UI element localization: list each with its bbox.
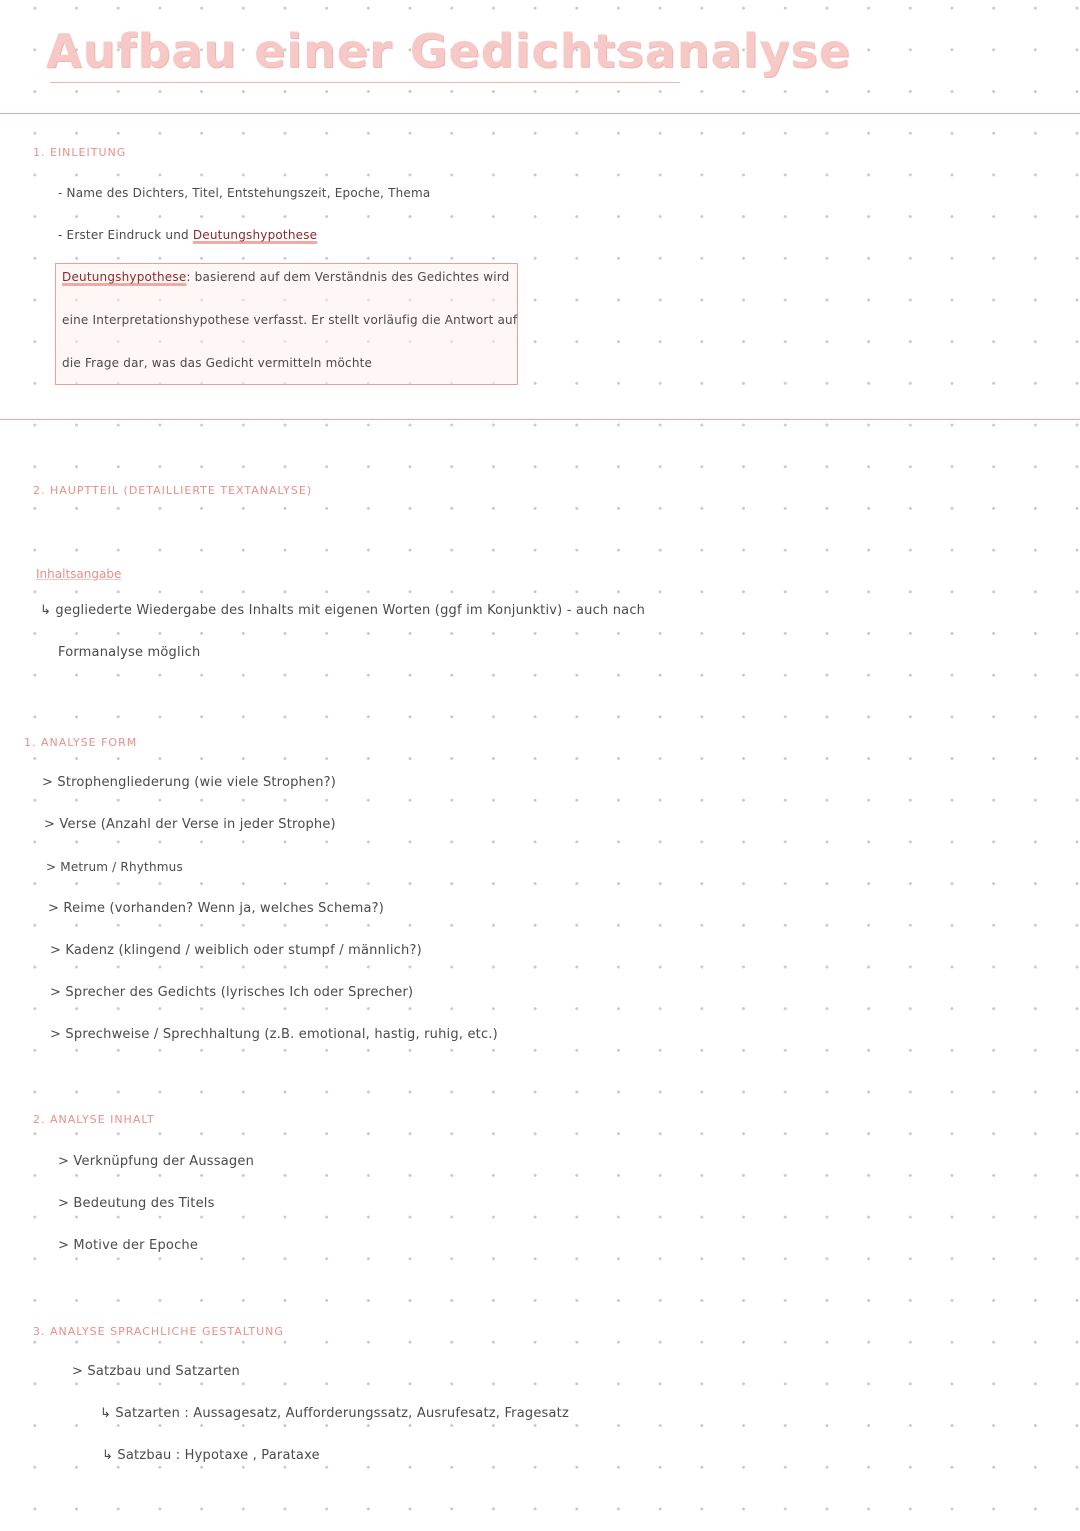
sprache-item-1: > Satzbau und Satzarten [72,1364,241,1379]
box-line-1-text: : basierend auf dem Verständnis des Gedichtes wird [186,270,510,284]
form-item-6: > Sprecher des Gedichts (lyrisches Ich oder Sprecher) [50,985,414,1000]
einleitung-item-2 [58,228,317,242]
box-line-1 [62,270,510,284]
inhalt-item-2: > Bedeutung des Titels [58,1196,215,1211]
sprache-subitem-1: ↳ Satzarten : Aussagesatz, Aufforderungssatz, Ausrufesatz, Fragesatz [100,1406,569,1421]
einleitung-item-2-text: - Erster Eindruck und [58,228,189,242]
section-heading-analyse-inhalt: 2. ANALYSE INHALT [33,1113,155,1126]
form-item-2: > Verse (Anzahl der Verse in jeder Strophe) [44,817,336,832]
inhaltsangabe-line-1: ↳ gegliederte Wiedergabe des Inhalts mit eigenen Worten (ggf im Konjunktiv) - auch nach [40,603,646,618]
divider-middle [0,419,1080,420]
page-title: Aufbau einer Gedichtsanalyse [46,24,851,78]
inhalt-item-1: > Verknüpfung der Aussagen [58,1154,255,1169]
form-item-3: > Metrum / Rhythmus [46,860,183,874]
title-underline [50,82,680,83]
form-item-7: > Sprechweise / Sprechhaltung (z.B. emotional, hastig, ruhig, etc.) [50,1027,498,1042]
box-line-3: die Frage dar, was das Gedicht vermitteln möchte [62,356,373,370]
sprache-subitem-2: ↳ Satzbau : Hypotaxe , Parataxe [102,1448,320,1463]
form-item-1: > Strophengliederung (wie viele Strophen?) [42,775,336,790]
box-term: Deutungshypothese [62,270,187,284]
inhaltsangabe-line-2: Formanalyse möglich [58,645,201,660]
einleitung-item-1: - Name des Dichters, Titel, Entstehungszeit, Epoche, Thema [58,186,431,200]
form-item-4: > Reime (vorhanden? Wenn ja, welches Schema?) [48,901,384,916]
box-line-2: eine Interpretationshypothese verfasst. Er stellt vorläufig die Antwort auf [62,313,518,327]
divider-top [0,113,1080,114]
form-item-5: > Kadenz (klingend / weiblich oder stumpf / männlich?) [50,943,422,958]
inhaltsangabe-label: Inhaltsangabe [36,567,122,581]
deutungshypothese-term: Deutungshypothese [192,228,318,242]
section-heading-einleitung: 1. EINLEITUNG [33,146,127,159]
section-heading-analyse-form: 1. ANALYSE FORM [24,736,138,749]
section-heading-analyse-sprache: 3. ANALYSE SPRACHLICHE GESTALTUNG [33,1325,284,1338]
section-heading-hauptteil: 2. HAUPTTEIL (DETAILLIERTE TEXTANALYSE) [33,484,313,497]
inhalt-item-3: > Motive der Epoche [58,1238,199,1253]
